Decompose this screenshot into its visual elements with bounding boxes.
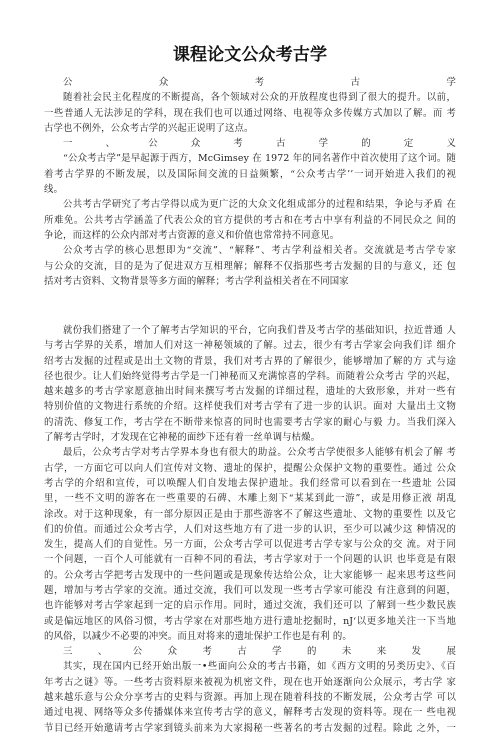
- text-line: 与公众的交流，目的是为了促进双方互相理解；解释不仅指那些考古发掘的目的与意义，还 包: [44, 260, 456, 272]
- section-heading: 公众考古学: [63, 77, 456, 88]
- text-line: 古学也不例外，公众考古学的兴起正说明了这点。: [44, 122, 254, 134]
- text-line: “公众考古学”是早起源于西方，McGimsey 在 1972 年的同名著作中首次使用了这个词。随: [63, 153, 456, 165]
- document-title: 课程论文公众考古学: [172, 45, 328, 65]
- text-line: 括对考古资料、文物背景等多方面的解释；考古学利益相关者在不同国家: [44, 275, 349, 287]
- text-line: 一个问题，一百个人可能就有一百种不同的看法，考古学家对于一个问题的认识 也毕竟是有限: [44, 554, 456, 566]
- text-line: 考古学的介绍和宣传，可以唤醒人们自发地去保护遗址。我们经常可以看到在一些遗址 公园: [44, 477, 456, 489]
- text-line: 最后，公众考古学对考古学界本身也有很大的助益。公众考古学使很多人能够有机会了解 考: [63, 447, 456, 459]
- text-line: 题，增加与考古学家的交流。通过交流，我们可以发现一些考古学家可能没 有注意到的问题，: [44, 584, 456, 596]
- text-line: 涂改。对于这种现象，有一部分原因正是由于那些游客不了解这些遗址、文物的重要性 以及它: [44, 508, 456, 520]
- text-line: 里，一些不文明的游客在一些重要的石碑、木雕上刻下“某某到此一游”，或是用修正液 胡乱: [44, 493, 456, 505]
- text-line: 一些普通人无法涉足的学科，现在我们也可以通过网络、电视等众多传媒方式加以了解。而 考: [44, 107, 456, 119]
- text-line: 或是偏远地区的风俗习惯，考古学家在对那些地方进行遗址挖掘时，nJ‘以更多地关注一下当地: [44, 615, 456, 627]
- text-line: 年考古之谜》等。一些考古资料原来被视为机密文件，现在也开始逐渐向公众展示，考古学 家: [44, 676, 456, 688]
- text-line: 了解考古学时，才发现在它神秘的面纱下还有着一丝单调与枯燥。: [44, 432, 321, 444]
- text-line: 争论，而这样的公众内部对考古资源的意义和价值也常常持不同意见。: [44, 229, 340, 241]
- text-line: 着考古学界的不断发展，以及国际间交流的日益频繁，“公众考古学’’一词开始进入我们的视: [44, 168, 456, 180]
- text-line: 们的价值。而通过公众考古学，人们对这些地方有了进一步的认识，至少可以减少这 种情况的: [44, 523, 456, 535]
- document-body: [44, 75, 456, 736]
- text-line: 通过电视、网络等众多传播媒体来宣传考古学的意义，解释考古发现的资料等。现在一 些电视: [44, 707, 456, 719]
- text-line: 随着社会民主化程度的不断提高，各个领域对公众的开放程度也得到了很大的提升。以前，: [63, 92, 456, 104]
- text-line: 的风俗，以减少不必要的冲突。而且对将来的遗址保护工作也是有利 的。: [44, 630, 352, 642]
- text-line: 其实，现在国内已经开始出版一•些面向公众的考古书籍，如《西方文明的另类历史》、《百: [63, 661, 456, 673]
- text-line: 绍考古发掘的过程或是出土文物的背景，我们对考古界的了解很少，能够增加了解的方 式与途: [44, 355, 456, 367]
- text-line: 发生，提高人们的自觉性。另一方面，公众考古学可以促进考古学专家与公众的交 流。对于同: [44, 539, 456, 551]
- text-line: 也许能够对考古学家起到一定的启示作用。同时，通过交流，我们还可以 了解到一些少数民族: [44, 600, 456, 612]
- text-line: 节目已经开始邀请考古学家到镜头前来为大家揭秘一些著名的考古发掘的过程。除此 之外，一: [44, 722, 456, 734]
- text-line: 的。公众考古学把考古发现中的一些问题或是现象传达给公众，让大家能够一 起来思考这些问: [44, 569, 456, 581]
- text-line: 就份我们搭建了一个了解考古学知识的平台，它向我们普及考古学的基础知识，拉近普通 人: [63, 324, 456, 336]
- text-line: 特别价值的文物进行系统的介绍。这样使我们对考古学有了进一步的认识。面对 大量出土文物: [44, 401, 456, 413]
- text-line: 与考古学界的关系，增加人们对这一神秘领域的了解。过去，很少有考古学家会向我们详 细介: [44, 340, 456, 352]
- text-line: 越来越多的考古学家愿意抽出时间来撰写考古发掘的详细过程，遗址的大致形象，并对一些有: [44, 386, 456, 398]
- section-heading: 一、公众考古学的定义: [63, 138, 456, 150]
- text-line: 公众考古学的核心思想即为“交流”、“解释”、考古学利益相关者。交流就是考古学专家: [63, 245, 456, 257]
- blank-line: [44, 299, 456, 314]
- text-line: 径也很少。让人们始终觉得考古学是一门神秘而又充满惊喜的学科。而随着公众考古 学的兴起，: [44, 370, 456, 382]
- section-heading: 三、公众考古学的未来发展: [63, 646, 456, 658]
- text-line: 公共考古学研究了考古学得以成为更广泛的大众文化组成部分的过程和结果，争论与矛盾 在: [63, 199, 456, 211]
- text-line: 古学，一方面它可以向人们宣传对文物、遗址的保护，提醒公众保护文物的重要性。通过 公众: [44, 462, 456, 474]
- text-line: 越来越乐意与公众分享考古的史料与资源。再加上现在随着科技的不断发展，公众考古学 可以: [44, 692, 456, 704]
- text-line: 所难免。公共考古学涵盖了代表公众的官方提供的考古和在考古中享有利益的不同民众之 间的: [44, 214, 456, 226]
- text-line: 的清洗、修复工作，考古学在不断带来惊喜的同时也需要考古学家的耐心与毅 力。当我们深入: [44, 416, 456, 428]
- text-line: 线。: [44, 184, 64, 196]
